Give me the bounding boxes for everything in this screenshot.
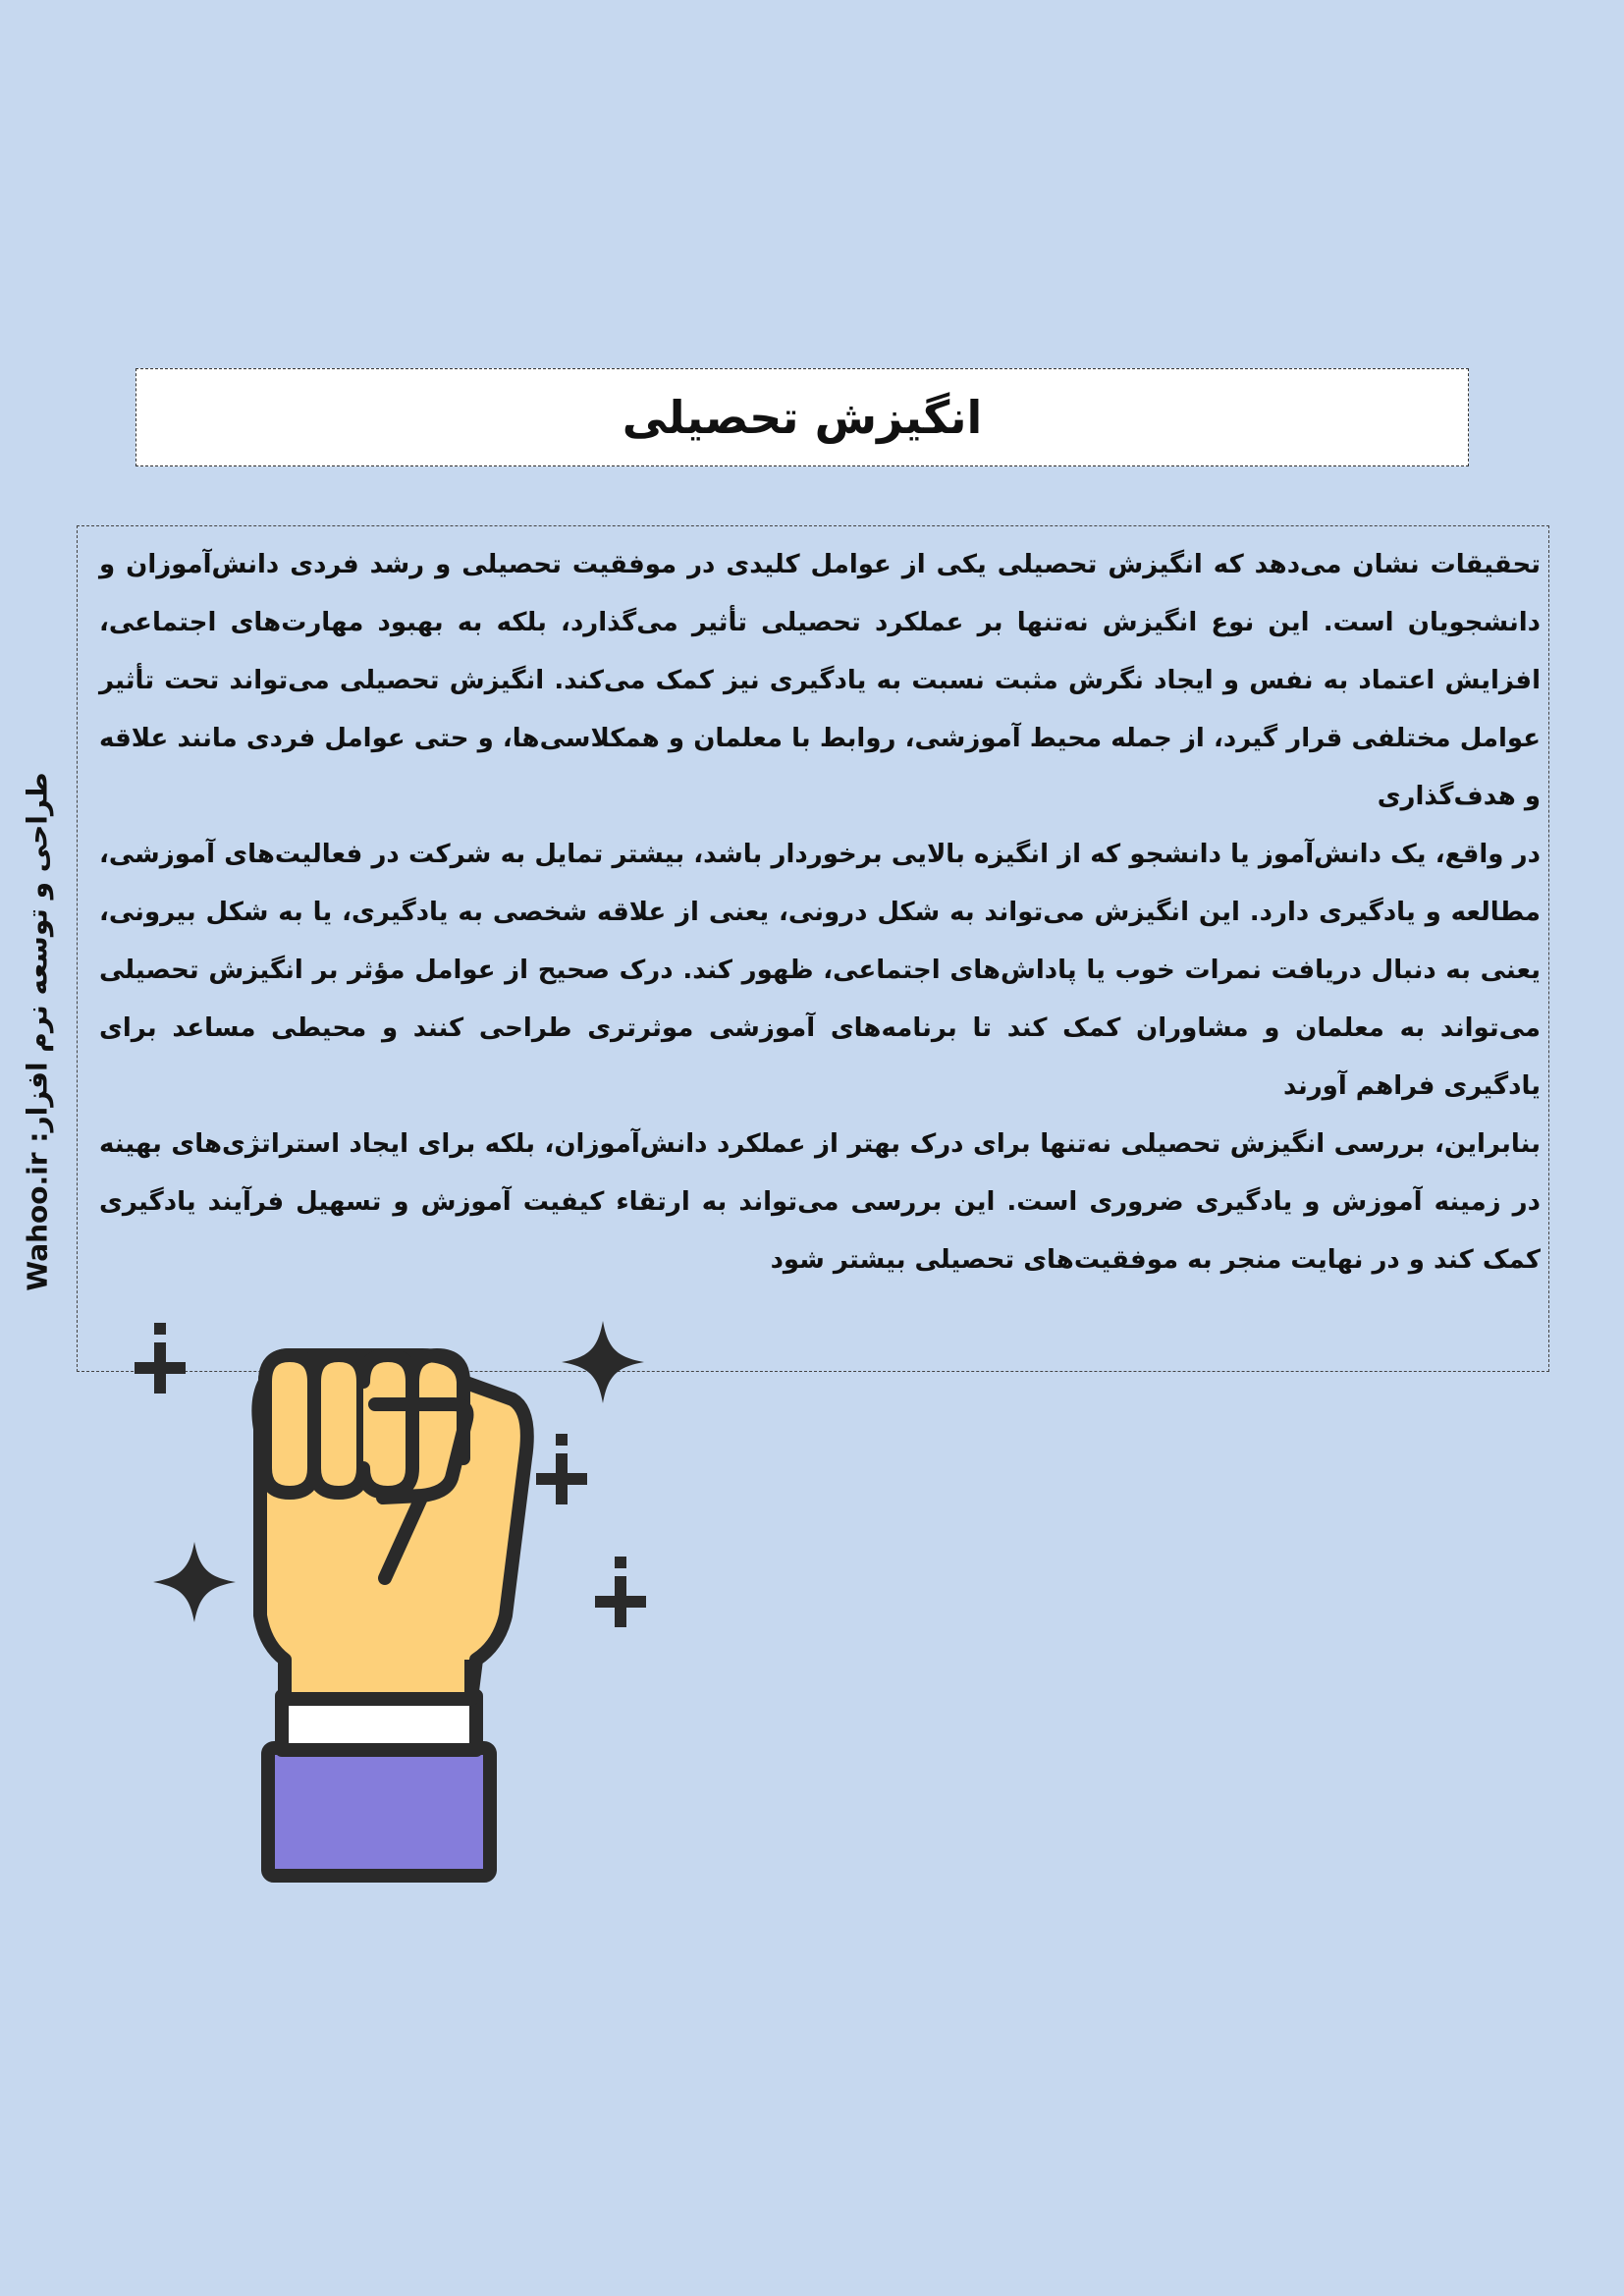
raised-fist-icon: [128, 1321, 658, 1900]
sparkle-cross-icon: [595, 1557, 646, 1627]
paragraph-3: بنابراین، بررسی انگیزش تحصیلی نه‌تنها برای درک بهتر از عملکرد دانش‌آموزان، بلکه برای ایجاد استراتژی‌های بهینه در زمینه آموزش و یادگیری ضروری است. این بررسی می‌تواند به ارتقاء کیفیت آموزش و تسهیل فرآیند یادگیری کمک کند و در نهایت منجر به موفقیت‌های تحصیلی بیشتر شود: [99, 1129, 1541, 1275]
sleeve: [268, 1748, 490, 1876]
side-credit-text: طراحی و توسعه نرم افزار: Wahoo.ir: [21, 771, 54, 1291]
document-title: انگیزش تحصیلی: [622, 391, 983, 444]
sparkle-star-icon: [153, 1542, 236, 1622]
paragraph-1: تحقیقات نشان می‌دهد که انگیزش تحصیلی یکی از عوامل کلیدی در موفقیت تحصیلی و رشد فردی دانش‌آموزان و دانشجویان است. این نوع انگیزش نه‌تنها بر عملکرد تحصیلی تأثیر می‌گذارد، بلکه به بهبود مهارت‌های اجتماعی، افزایش اعتماد به نفس و ایجاد نگرش مثبت نسبت به یادگیری نیز کمک می‌کند. انگیزش تحصیلی می‌تواند تحت تأثیر عوامل مختلفی قرار گیرد، از جمله محیط آموزشی، روابط با معلمان و همکلاسی‌ها، و حتی عوامل فردی مانند علاقه و هدف‌گذاری: [99, 550, 1541, 811]
paragraph-2: در واقع، یک دانش‌آموز یا دانشجو که از انگیزه بالایی برخوردار باشد، بیشتر تمایل به شرکت در فعالیت‌های آموزشی، مطالعه و یادگیری دارد. این انگیزش می‌تواند به شکل درونی، یعنی از علاقه شخصی به یادگیری، یا به شکل بیرونی، یعنی به دنبال دریافت نمرات خوب یا پاداش‌های اجتماعی، ظهور کند. درک صحیح از عوامل مؤثر بر انگیزش تحصیلی می‌تواند به معلمان و مشاوران کمک کند تا برنامه‌های آموزشی موثرتری طراحی کنند و محیطی مساعد برای یادگیری فراهم آورند: [99, 840, 1541, 1101]
body-text-box: [77, 525, 1549, 1372]
title-box: [135, 368, 1469, 466]
sparkle-cross-icon: [135, 1323, 186, 1394]
sparkle-cross-icon: [536, 1434, 587, 1504]
sparkle-star-icon: [562, 1321, 644, 1403]
side-credit: [8, 766, 67, 1296]
